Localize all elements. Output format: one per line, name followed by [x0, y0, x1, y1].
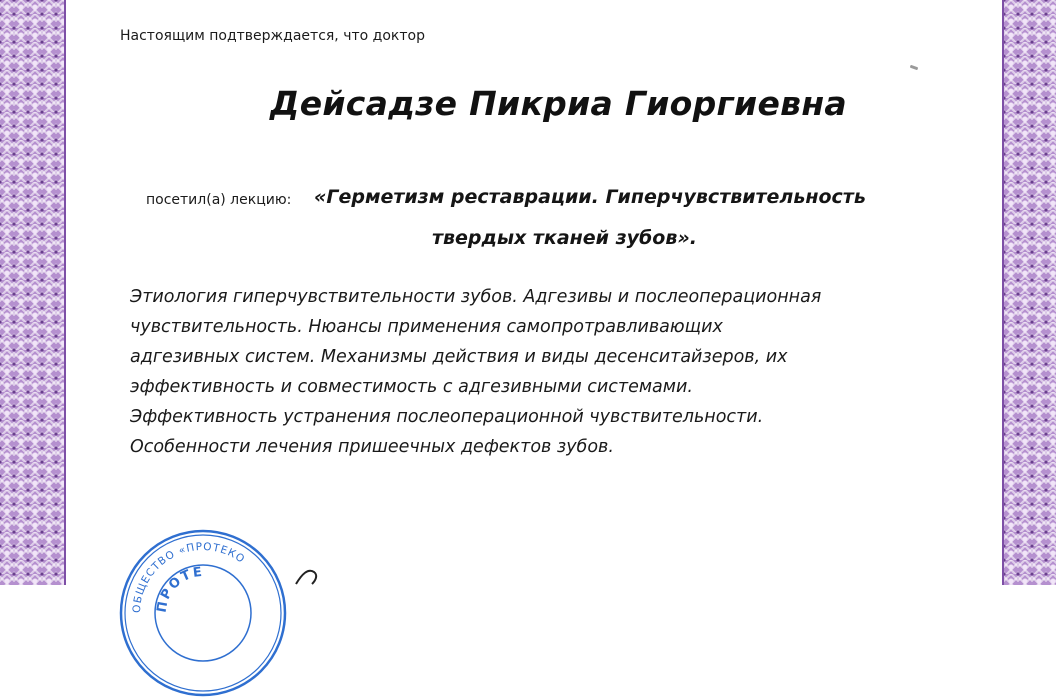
description-line: Этиология гиперчувствительности зубов. Адгезивы и послеоперационная [130, 287, 822, 307]
border-line-left [64, 0, 66, 585]
border-line-right [1002, 0, 1004, 585]
organization-seal [118, 528, 288, 698]
description-line: Особенности лечения пришеечных дефектов зубов. [130, 437, 614, 457]
svg-text:ПРОТЕ [155, 565, 205, 614]
description-line: Эффективность устранения послеоперационной чувствительности. [130, 407, 764, 427]
seal-inner-text: ПРОТЕ [154, 564, 205, 614]
decorative-border-left [0, 0, 64, 585]
lecture-title-line-2: твердых тканей зубов». [432, 227, 697, 249]
description-line: адгезивных систем. Механизмы действия и виды десенситайзеров, их [130, 347, 788, 367]
signature-scribble [292, 566, 322, 585]
lecture-prefix: посетил(а) лекцию: [146, 192, 292, 208]
paper-mark [910, 65, 919, 71]
certificate-intro: Настоящим подтверждается, что доктор [120, 28, 425, 44]
lecture-title-line-1: «Герметизм реставрации. Гиперчувствительность [314, 186, 866, 208]
decorative-border-right [1004, 0, 1056, 585]
description-line: эффективность и совместимость с адгезивными системами. [130, 377, 693, 397]
recipient-name: Дейсадзе Пикриа Гиоргиевна [270, 84, 848, 123]
lecture-description [130, 282, 1000, 462]
seal-text: ОБЩЕСТВО «ПРОТЕКО [130, 540, 248, 614]
description-line: чувствительность. Нюансы применения самопротравливающих [130, 317, 723, 337]
